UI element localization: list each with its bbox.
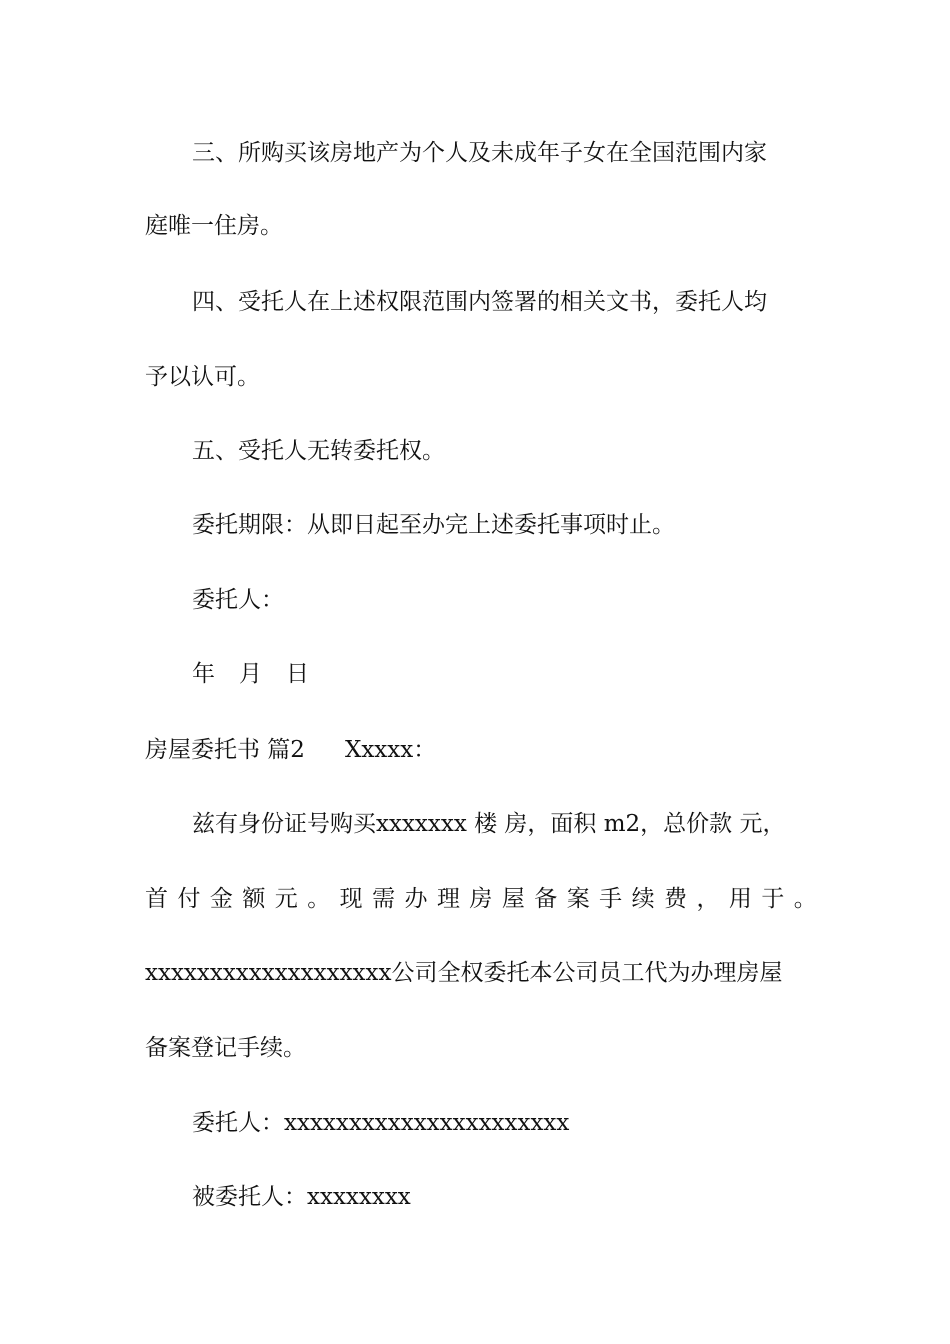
date-day: 日 bbox=[286, 661, 309, 687]
body-line-2-char: 手 bbox=[599, 886, 623, 912]
clause-four-line-1: 四、受托人在上述权限范围内签署的相关文书，委托人均 bbox=[192, 289, 767, 315]
clause-four-line-2: 予以认可。 bbox=[145, 364, 260, 390]
body-line-2-char: 于 bbox=[761, 886, 785, 912]
principal-signature: 委托人：xxxxxxxxxxxxxxxxxxxxxx bbox=[192, 1110, 570, 1136]
body-line-2-char: 房 bbox=[469, 886, 493, 912]
body-line-2-char: 额 bbox=[242, 886, 266, 912]
body-line-4: 备案登记手续。 bbox=[145, 1035, 306, 1061]
date-line bbox=[192, 659, 812, 689]
body-line-2-char: 费 bbox=[664, 886, 687, 912]
body-line-3: xxxxxxxxxxxxxxxxxxx公司全权委托本公司员工代为办理房屋 bbox=[145, 960, 783, 986]
date-month: 月 bbox=[239, 661, 262, 687]
body-line-2-char: 备 bbox=[534, 886, 558, 912]
section-heading: 房屋委托书 篇2 bbox=[145, 737, 305, 763]
body-line-2-char: 办 bbox=[404, 886, 428, 912]
body-line-2-char: 需 bbox=[372, 886, 396, 912]
section-heading-line bbox=[145, 735, 815, 765]
body-line-2-char: 首 bbox=[145, 886, 168, 912]
body-line-2-char: ， bbox=[696, 886, 720, 912]
clause-three-line-1: 三、所购买该房地产为个人及未成年子女在全国范围内家 bbox=[192, 140, 767, 166]
addressee: Xxxxx： bbox=[344, 737, 437, 763]
body-line-2-char: 元 bbox=[274, 886, 298, 912]
body-line-2-char: 屋 bbox=[501, 886, 525, 912]
body-line-2-char: 。 bbox=[793, 886, 817, 912]
body-line-2-char: 理 bbox=[436, 886, 460, 912]
clause-three-line-2: 庭唯一住房。 bbox=[145, 213, 283, 239]
body-line-1: 兹有身份证号购买xxxxxxx 楼 房，面积 m2，总价款 元， bbox=[192, 811, 786, 837]
agent-signature: 被委托人：xxxxxxxx bbox=[192, 1184, 411, 1210]
body-line-2-char: 。 bbox=[307, 886, 331, 912]
date-year: 年 bbox=[192, 661, 215, 687]
body-line-2-char: 付 bbox=[177, 886, 201, 912]
term-statement: 委托期限：从即日起至办完上述委托事项时止。 bbox=[192, 512, 675, 538]
body-line-2-char: 用 bbox=[728, 886, 752, 912]
principal-label: 委托人： bbox=[192, 587, 284, 613]
body-line-2-char: 续 bbox=[631, 886, 655, 912]
body-line-2-char: 案 bbox=[566, 886, 590, 912]
body-line-2-char: 现 bbox=[339, 886, 363, 912]
clause-five: 五、受托人无转委托权。 bbox=[192, 438, 445, 464]
body-line-2 bbox=[145, 884, 817, 914]
body-line-2-char: 金 bbox=[209, 886, 233, 912]
